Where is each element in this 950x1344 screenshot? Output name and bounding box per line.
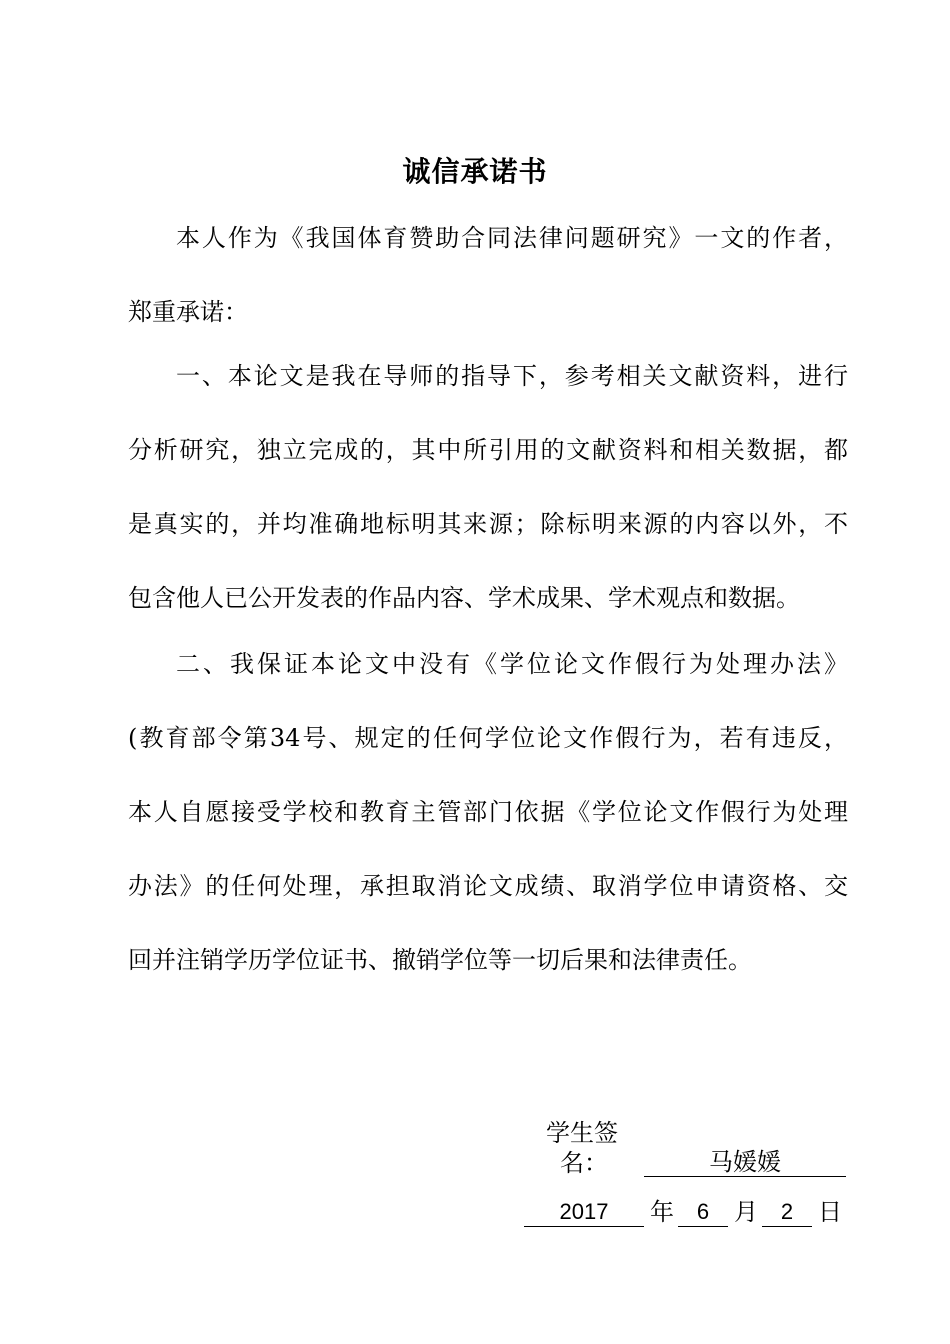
- body-line-8: (教育部令第34号、规定的任何学位论文作假行为，若有违反，: [128, 724, 848, 752]
- body-line-9: 本人自愿接受学校和教育主管部门依据《学位论文作假行为处理: [128, 798, 848, 826]
- body-line-3: 一、本论文是我在导师的指导下，参考相关文献资料，进行: [176, 362, 848, 390]
- signature-label-line2: 名：: [560, 1149, 608, 1177]
- body-line-11: 回并注销学历学位证书、撤销学位等一切后果和法律责任。: [128, 946, 752, 974]
- date-year: 2017: [524, 1198, 644, 1227]
- body-line-10: 办法》的任何处理，承担取消论文成绩、取消学位申请资格、交: [128, 872, 848, 900]
- date-month-unit: 月: [734, 1198, 758, 1226]
- body-line-4: 分析研究，独立完成的，其中所引用的文献资料和相关数据，都: [128, 436, 848, 464]
- date-month: 6: [678, 1198, 728, 1227]
- signature-name: 马媛媛: [644, 1148, 846, 1177]
- date-day: 2: [762, 1198, 812, 1227]
- body-line-1: 本人作为《我国体育赞助合同法律问题研究》一文的作者，: [176, 224, 848, 252]
- signature-label-line1: 学生签: [546, 1119, 618, 1147]
- page-title: 诚信承诺书: [402, 155, 548, 188]
- date-day-unit: 日: [818, 1198, 842, 1226]
- date-year-unit: 年: [650, 1198, 674, 1226]
- body-line-7: 二、我保证本论文中没有《学位论文作假行为处理办法》: [176, 650, 848, 678]
- body-line-6: 包含他人已公开发表的作品内容、学术成果、学术观点和数据。: [128, 584, 800, 612]
- body-line-5: 是真实的，并均准确地标明其来源；除标明来源的内容以外，不: [128, 510, 848, 538]
- body-line-2: 郑重承诺：: [128, 298, 248, 326]
